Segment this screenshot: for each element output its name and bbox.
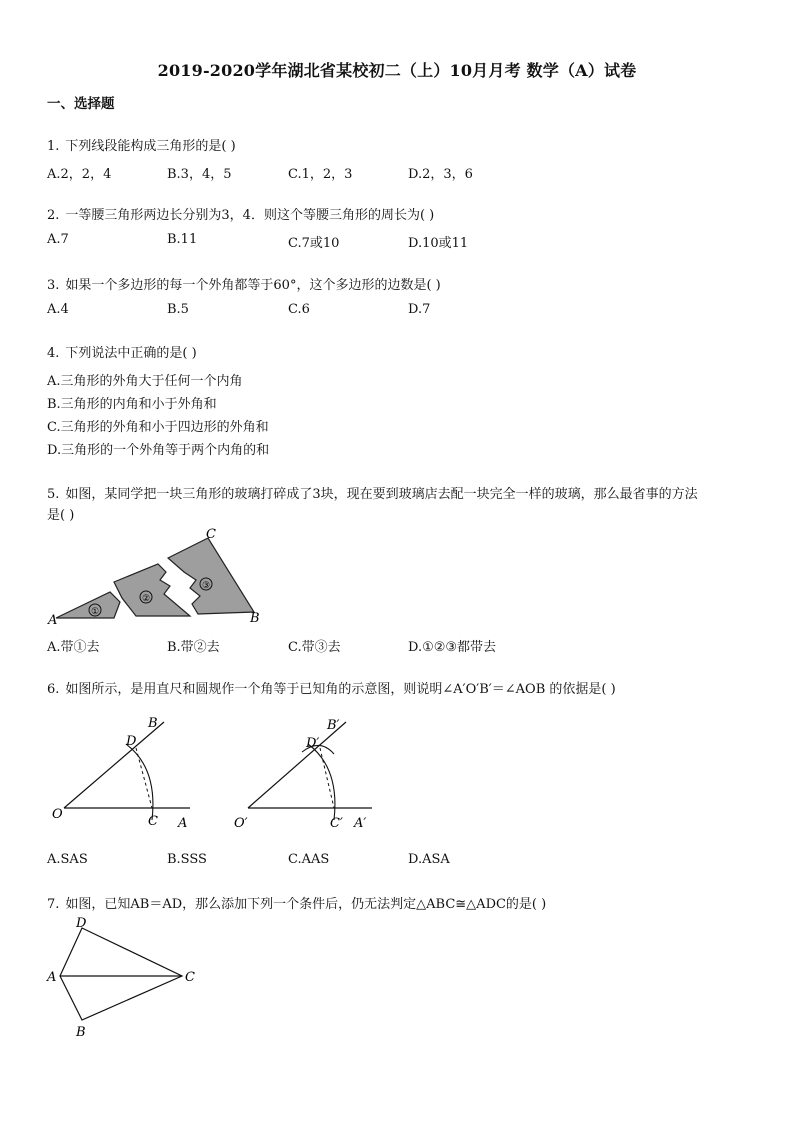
vertex-b-label: B [250, 611, 260, 626]
option-a[interactable]: A.SAS [47, 852, 88, 867]
vertex-a-label: A [48, 613, 58, 628]
option-d[interactable]: D.①②③都带去 [408, 640, 497, 655]
option-c[interactable]: C.三角形的外角和小于四边形的外角和 [47, 420, 269, 435]
label-o-prime: O′ [234, 816, 248, 831]
question-4-stem: 4. 下列说法中正确的是( ) [47, 346, 197, 361]
label-d: D [126, 734, 137, 749]
question-5-stem: 5. 如图，某同学把一块三角形的玻璃打碎成了3块，现在要到玻璃店去配一块完全一样的玻璃，那么最省事的方法 [47, 487, 698, 502]
question-6-stem: 6. 如图所示，是用直尺和圆规作一个角等于已知角的示意图，则说明∠A′O′B′＝∠AOB 的依据是( ) [47, 682, 616, 697]
option-d[interactable]: D.7 [408, 302, 431, 317]
glass-piece-3 [168, 538, 254, 614]
label-b: B [148, 716, 158, 731]
broken-glass-figure [40, 522, 280, 630]
label-c: C [185, 970, 195, 985]
question-5-stem-line2: 是( ) [47, 508, 75, 523]
label-c: C [148, 814, 158, 829]
option-b[interactable]: B.带②去 [167, 640, 220, 655]
label-c-prime: C′ [330, 816, 343, 831]
option-a[interactable]: A.2，2，4 [47, 167, 112, 182]
piece-label-3: ③ [201, 581, 211, 591]
kite-figure [40, 912, 220, 1040]
page-title: 2019-2020学年湖北省某校初二（上）10月月考 数学（A）试卷 [157, 61, 637, 80]
label-b-prime: B′ [327, 718, 340, 733]
option-c[interactable]: C.1，2，3 [288, 167, 353, 182]
piece-label-1: ① [90, 607, 100, 617]
question-1-stem: 1. 下列线段能构成三角形的是( ) [47, 139, 236, 154]
question-7-stem: 7. 如图，已知AB＝AD，那么添加下列一个条件后，仍无法判定△ABC≅△ADC的是( ) [47, 897, 547, 912]
question-3-stem: 3. 如果一个多边形的每一个外角都等于60°，这个多边形的边数是( ) [47, 278, 441, 293]
option-c[interactable]: C.带③去 [288, 640, 341, 655]
option-b[interactable]: B.SSS [167, 852, 207, 867]
option-a[interactable]: A.4 [47, 302, 69, 317]
option-c[interactable]: C.AAS [288, 852, 330, 867]
label-o: O [52, 807, 63, 822]
option-d[interactable]: D.ASA [408, 852, 450, 867]
option-d[interactable]: D.10或11 [408, 236, 469, 251]
glass-piece-1 [56, 592, 120, 618]
option-a[interactable]: A.带①去 [47, 640, 100, 655]
option-a[interactable]: A.三角形的外角大于任何一个内角 [47, 374, 243, 389]
glass-piece-2 [114, 564, 190, 616]
vertex-c-label: C [206, 527, 216, 542]
option-c[interactable]: C.6 [288, 302, 310, 317]
label-d: D [76, 916, 87, 931]
option-b[interactable]: B.3，4，5 [167, 167, 232, 182]
option-a[interactable]: A.7 [47, 232, 69, 247]
option-c[interactable]: C.7或10 [288, 236, 340, 251]
option-b[interactable]: B.三角形的内角和小于外角和 [47, 397, 217, 412]
option-b[interactable]: B.11 [167, 232, 198, 247]
label-a: A [47, 970, 57, 985]
label-a-prime: A′ [354, 816, 367, 831]
label-d-prime: D′ [306, 736, 320, 751]
option-d[interactable]: D.三角形的一个外角等于两个内角的和 [47, 443, 270, 458]
option-d[interactable]: D.2，3，6 [408, 167, 473, 182]
question-2-stem: 2. 一等腰三角形两边长分别为3，4．则这个等腰三角形的周长为( ) [47, 208, 435, 223]
option-b[interactable]: B.5 [167, 302, 189, 317]
section-heading: 一、选择题 [47, 96, 115, 112]
label-a: A [178, 816, 188, 831]
angle-construction-figure [40, 708, 400, 836]
label-b: B [76, 1025, 86, 1040]
piece-label-2: ② [141, 594, 151, 604]
